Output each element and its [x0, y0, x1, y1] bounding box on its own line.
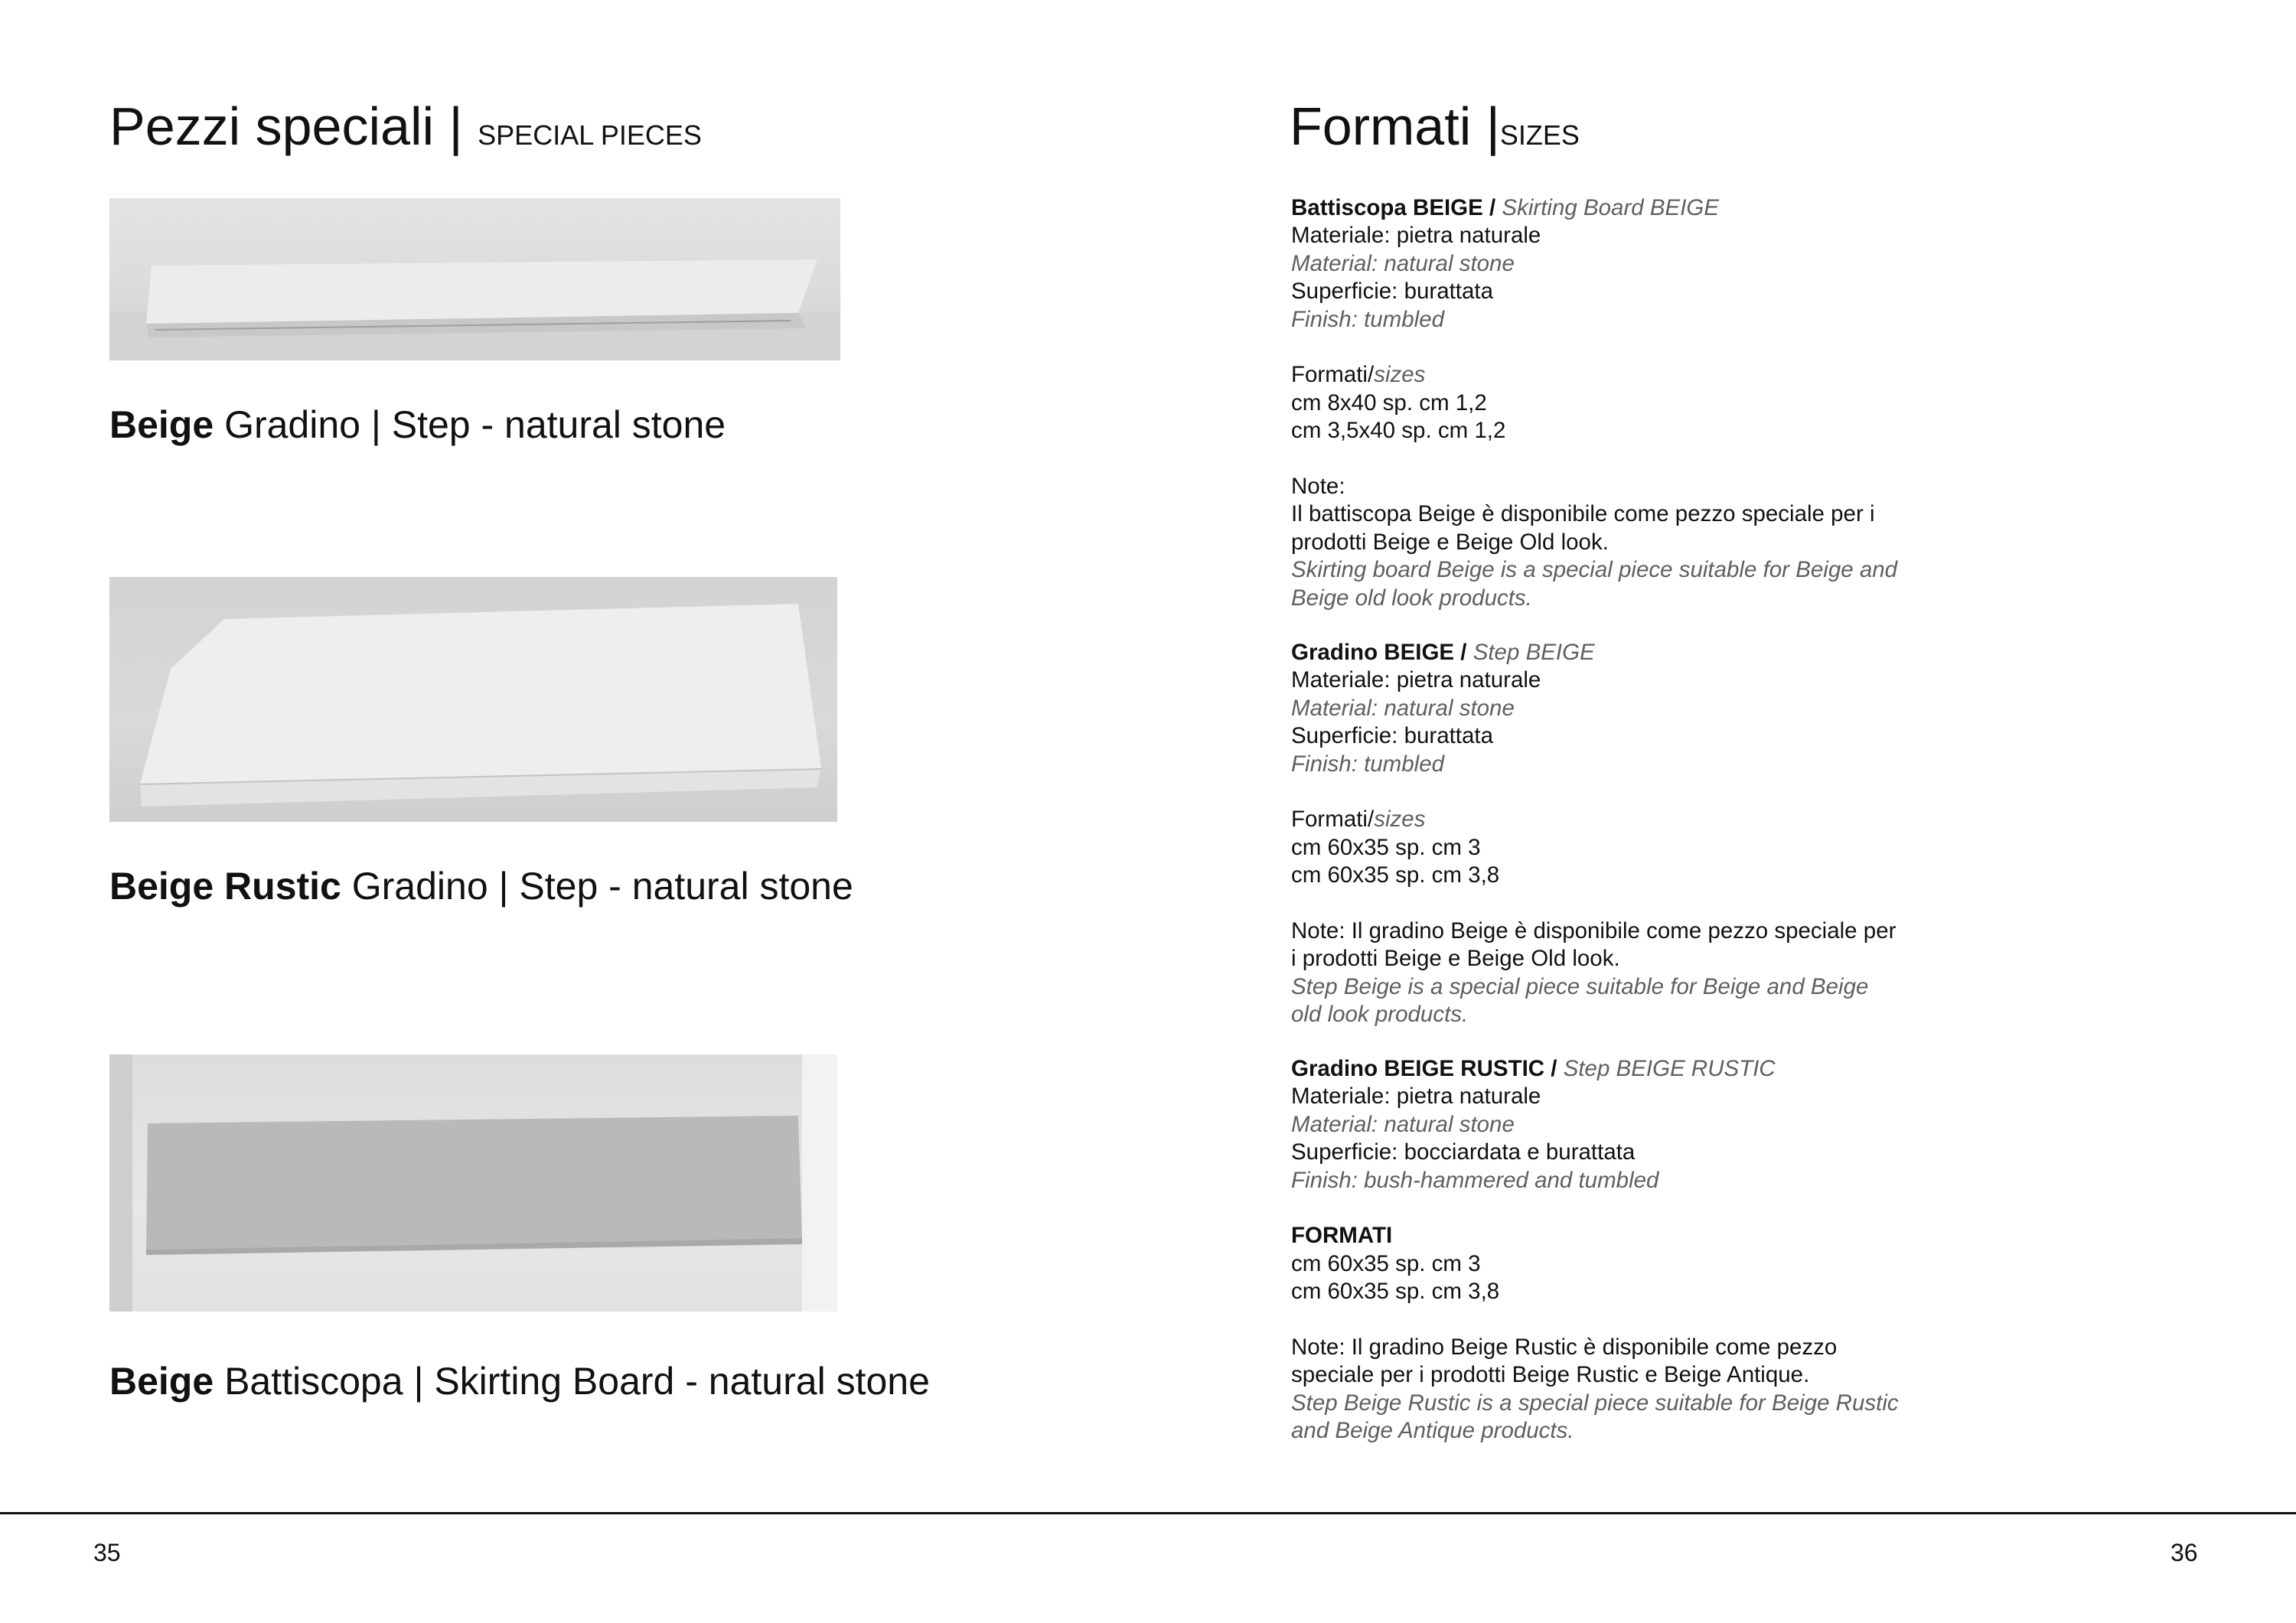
- spec-heading: [1291, 1055, 1903, 1083]
- spec-step-beige-rustic: [1291, 1055, 1903, 1445]
- skirting-board-photo: [109, 1054, 837, 1312]
- spec-surface: Superficie: burattata: [1291, 723, 1494, 749]
- spec-heading: [1291, 194, 1903, 222]
- spec-note-en: Step Beige is a special piece suitable for Beige and Beige old look products.: [1291, 973, 1869, 1028]
- spec-note-it: Note: Il gradino Beige è disponibile come pezzo speciale per i prodotti Beige e Beige Old look.: [1291, 918, 1896, 972]
- spec-note-en: Step Beige Rustic is a special piece suitable for Beige Rustic and Beige Antique products.: [1291, 1390, 1899, 1444]
- step-beige-photo: [109, 198, 840, 360]
- caption-beige-step: [109, 403, 726, 446]
- caption-name: Beige: [109, 1360, 214, 1403]
- spec-size: cm 8x40 sp. cm 1,2: [1291, 389, 1487, 416]
- spec-material-en: Material: natural stone: [1291, 1111, 1515, 1137]
- caption-beige-rustic-step: [109, 865, 853, 908]
- page-title-right: [1290, 96, 1580, 156]
- caption-beige-skirting: [109, 1360, 930, 1403]
- page-number-right: 36: [2170, 1539, 2198, 1566]
- sizes-label-en: sizes: [1374, 362, 1426, 388]
- spec-sizes-label: [1291, 806, 1903, 833]
- spec-material-en: Material: natural stone: [1291, 250, 1515, 276]
- step-beige-rustic-photo: [109, 577, 837, 822]
- spec-material: Materiale: pietra naturale: [1291, 667, 1541, 693]
- spec-note-it: Il battiscopa Beige è disponibile come pezzo speciale per i prodotti Beige e Beige Old look.: [1291, 501, 1875, 555]
- caption-name: Beige Rustic: [109, 865, 341, 908]
- sizes-label-it: Formati/: [1291, 807, 1375, 833]
- sizes-label-it: Formati/: [1291, 362, 1375, 388]
- spec-note-it: Note: Il gradino Beige Rustic è disponibile come pezzo speciale per i prodotti Beige Rustic e Beige Antique.: [1291, 1335, 1838, 1388]
- spec-material: Materiale: pietra naturale: [1291, 1084, 1541, 1110]
- spec-size: cm 3,5x40 sp. cm 1,2: [1291, 418, 1506, 444]
- spec-sizes-label: FORMATI: [1291, 1223, 1393, 1249]
- spec-surface: Superficie: bocciardata e burattata: [1291, 1139, 1636, 1165]
- spec-surface-en: Finish: tumbled: [1291, 751, 1445, 777]
- page-title-left: [109, 96, 702, 156]
- spec-size: cm 60x35 sp. cm 3: [1291, 834, 1481, 860]
- spec-note-label: Note:: [1291, 474, 1345, 500]
- spec-material: Materiale: pietra naturale: [1291, 223, 1541, 249]
- title-main: Pezzi speciali |: [109, 96, 463, 156]
- page-number-left: 35: [93, 1539, 121, 1566]
- spec-heading-it: Gradino BEIGE RUSTIC /: [1291, 1056, 1557, 1081]
- title-main: Formati |: [1290, 96, 1500, 156]
- caption-desc: Gradino | Step - natural stone: [224, 403, 726, 446]
- spec-surface-en: Finish: tumbled: [1291, 306, 1445, 332]
- spec-surface: Superficie: burattata: [1291, 279, 1494, 305]
- footer-rule: [0, 1512, 2296, 1514]
- spec-note-en: Skirting board Beige is a special piece suitable for Beige and Beige old look products.: [1291, 557, 1898, 611]
- caption-desc: Gradino | Step - natural stone: [351, 865, 853, 908]
- spec-heading-en: Skirting Board BEIGE: [1502, 195, 1720, 220]
- sizes-label-en: sizes: [1374, 807, 1426, 833]
- spec-sizes-label: [1291, 361, 1903, 389]
- spec-step-beige: [1291, 639, 1903, 1029]
- spec-size: cm 60x35 sp. cm 3,8: [1291, 862, 1500, 888]
- title-subtitle: SIZES: [1499, 119, 1580, 151]
- spec-material-en: Material: natural stone: [1291, 695, 1515, 721]
- spec-heading-it: Gradino BEIGE /: [1291, 640, 1467, 665]
- spec-heading-en: Step BEIGE RUSTIC: [1563, 1056, 1776, 1081]
- caption-desc: Battiscopa | Skirting Board - natural stone: [224, 1360, 930, 1403]
- spec-skirting-beige: [1291, 194, 1903, 612]
- title-subtitle: SPECIAL PIECES: [478, 119, 702, 151]
- spec-heading-it: Battiscopa BEIGE /: [1291, 195, 1496, 220]
- spec-heading-en: Step BEIGE: [1473, 640, 1595, 665]
- caption-name: Beige: [109, 403, 214, 446]
- spec-size: cm 60x35 sp. cm 3,8: [1291, 1279, 1500, 1305]
- spec-size: cm 60x35 sp. cm 3: [1291, 1250, 1481, 1276]
- spec-surface-en: Finish: bush-hammered and tumbled: [1291, 1167, 1659, 1193]
- spec-heading: [1291, 639, 1903, 666]
